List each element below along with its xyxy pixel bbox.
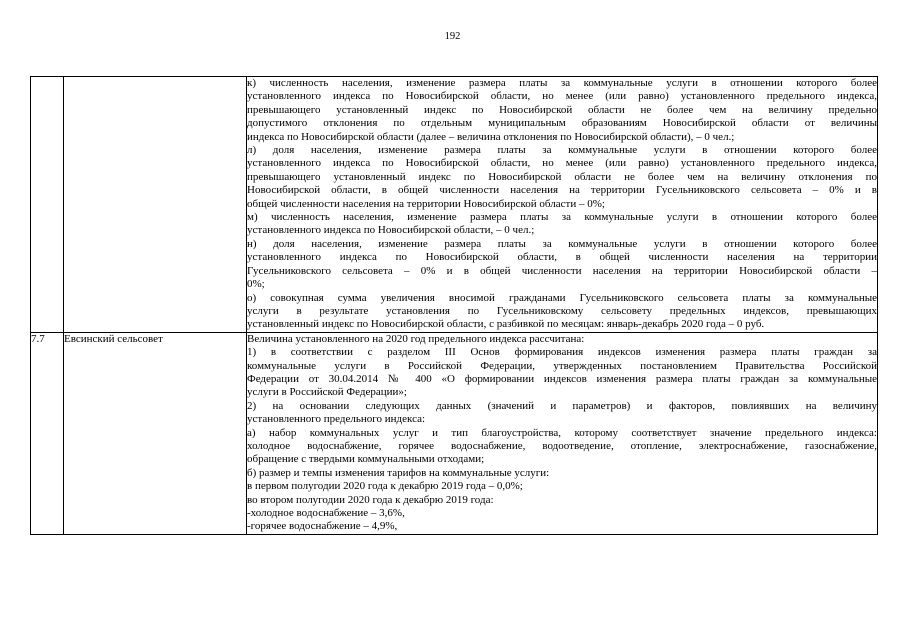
text-line: во втором полугодии 2020 года к декабрю 2019 года: (247, 493, 494, 506)
description-cell (247, 332, 878, 534)
text-line: н) доля населения, изменение размера платы за коммунальные услуги в отношении которого более (247, 237, 877, 250)
row-number-cell (31, 77, 64, 333)
municipality-name-cell (64, 77, 247, 333)
text-line: обращение с твердыми коммунальными отходами; (247, 453, 485, 466)
text-line: коммунальные услуги в Российской Федерации, утвержденных постановлением Правительства Российской (247, 359, 877, 372)
text-line: Гусельниковского сельсовета – 0% и в общей численности населения на территории Новосибирской области – (247, 264, 877, 277)
text-line: услуги в Российской Федерации»; (247, 386, 407, 399)
text-line: к) численность населения, изменение размера платы за коммунальные услуги в отношении которого более (247, 77, 877, 89)
description-cell (247, 77, 878, 333)
text-line: установленный индекс по Новосибирской области, с разбивкой по месяцам: январь-декабрь 2020 года – 0 руб. (247, 318, 765, 331)
text-line: установленного предельного индекса: (247, 413, 426, 426)
text-line: о) совокупная сумма увеличения вносимой гражданами Гусельниковского сельсовета платы за коммунальные (247, 291, 877, 304)
text-line: м) численность населения, изменение размера платы за коммунальные услуги в отношении которого более (247, 211, 877, 224)
text-line: б) размер и темпы изменения тарифов на коммунальные услуги: (247, 466, 550, 479)
text-line: 1) в соответствии с разделом III Основ формирования индексов изменения размера платы граждан за (247, 346, 877, 359)
text-line: 0%; (247, 278, 265, 291)
text-line: л) доля населения, изменение размера платы за коммунальные услуги в отношении которого более (247, 144, 877, 157)
text-line: -холодное водоснабжение – 3,6%, (247, 507, 405, 519)
text-line: превышающего установленный индекс по Новосибирской области не более чем на величину предельно (247, 103, 877, 116)
text-line: -горячее водоснабжение – 4,9%, (247, 520, 398, 533)
text-line: Новосибирской области, в общей численности населения на территории Гусельниковского сельсовета – 0% и в (247, 184, 877, 197)
text-line: установленного индекса по Новосибирской области, но менее (или равно) установленного предельного индекса, (247, 90, 877, 103)
text-line: Федерации от 30.04.2014 № 400 «О формировании индексов изменения размера платы граждан за коммунальные (247, 372, 877, 385)
table-row (31, 332, 878, 534)
municipality-name-cell: Евсинский сельсовет (64, 332, 247, 534)
text-line: превышающего установленный индекс по Новосибирской области не более чем на величину отклонения по (247, 170, 877, 183)
table-row (31, 77, 878, 333)
text-line: установленного индекса по Новосибирской области, но менее (или равно) установленного предельного индекса, (247, 157, 877, 170)
row-number-cell: 7.7 (31, 332, 64, 534)
document-table (30, 76, 878, 535)
page-number: 192 (444, 31, 461, 42)
text-line: общей численности населения на территории Новосибирской области – 0%; (247, 197, 605, 210)
text-line: а) набор коммунальных услуг и тип благоустройства, которому соответствует значение предельного индекса: (247, 426, 877, 439)
text-line: индекса по Новосибирской области (далее – величина отклонения по Новосибирской области), – 0 чел.; (247, 130, 735, 143)
text-line: установленного индекса по Новосибирской области, – 0 чел.; (247, 224, 535, 237)
text-line: услуги в результате установления по Гусельниковскому сельсовету предельных индексов, превышающих (247, 304, 877, 317)
text-line: в первом полугодии 2020 года к декабрю 2019 года – 0,0%; (247, 480, 523, 493)
text-line: допустимого отклонения по отдельным муниципальным образованиям Новосибирской области от величины (247, 117, 877, 130)
text-line: установленного индекса по Новосибирской области, в общей численности населения на территории (247, 251, 877, 264)
text-line: холодное водоснабжение, горячее водоснабжение, водоотведение, отопление, электроснабжение, газоснабжение, (247, 439, 877, 452)
text-line: 2) на основании следующих данных (значений и параметров) и факторов, повлиявших на величину (247, 399, 877, 412)
text-line: Величина установленного на 2020 год предельного индекса рассчитана: (247, 332, 585, 345)
table-body (31, 77, 878, 535)
